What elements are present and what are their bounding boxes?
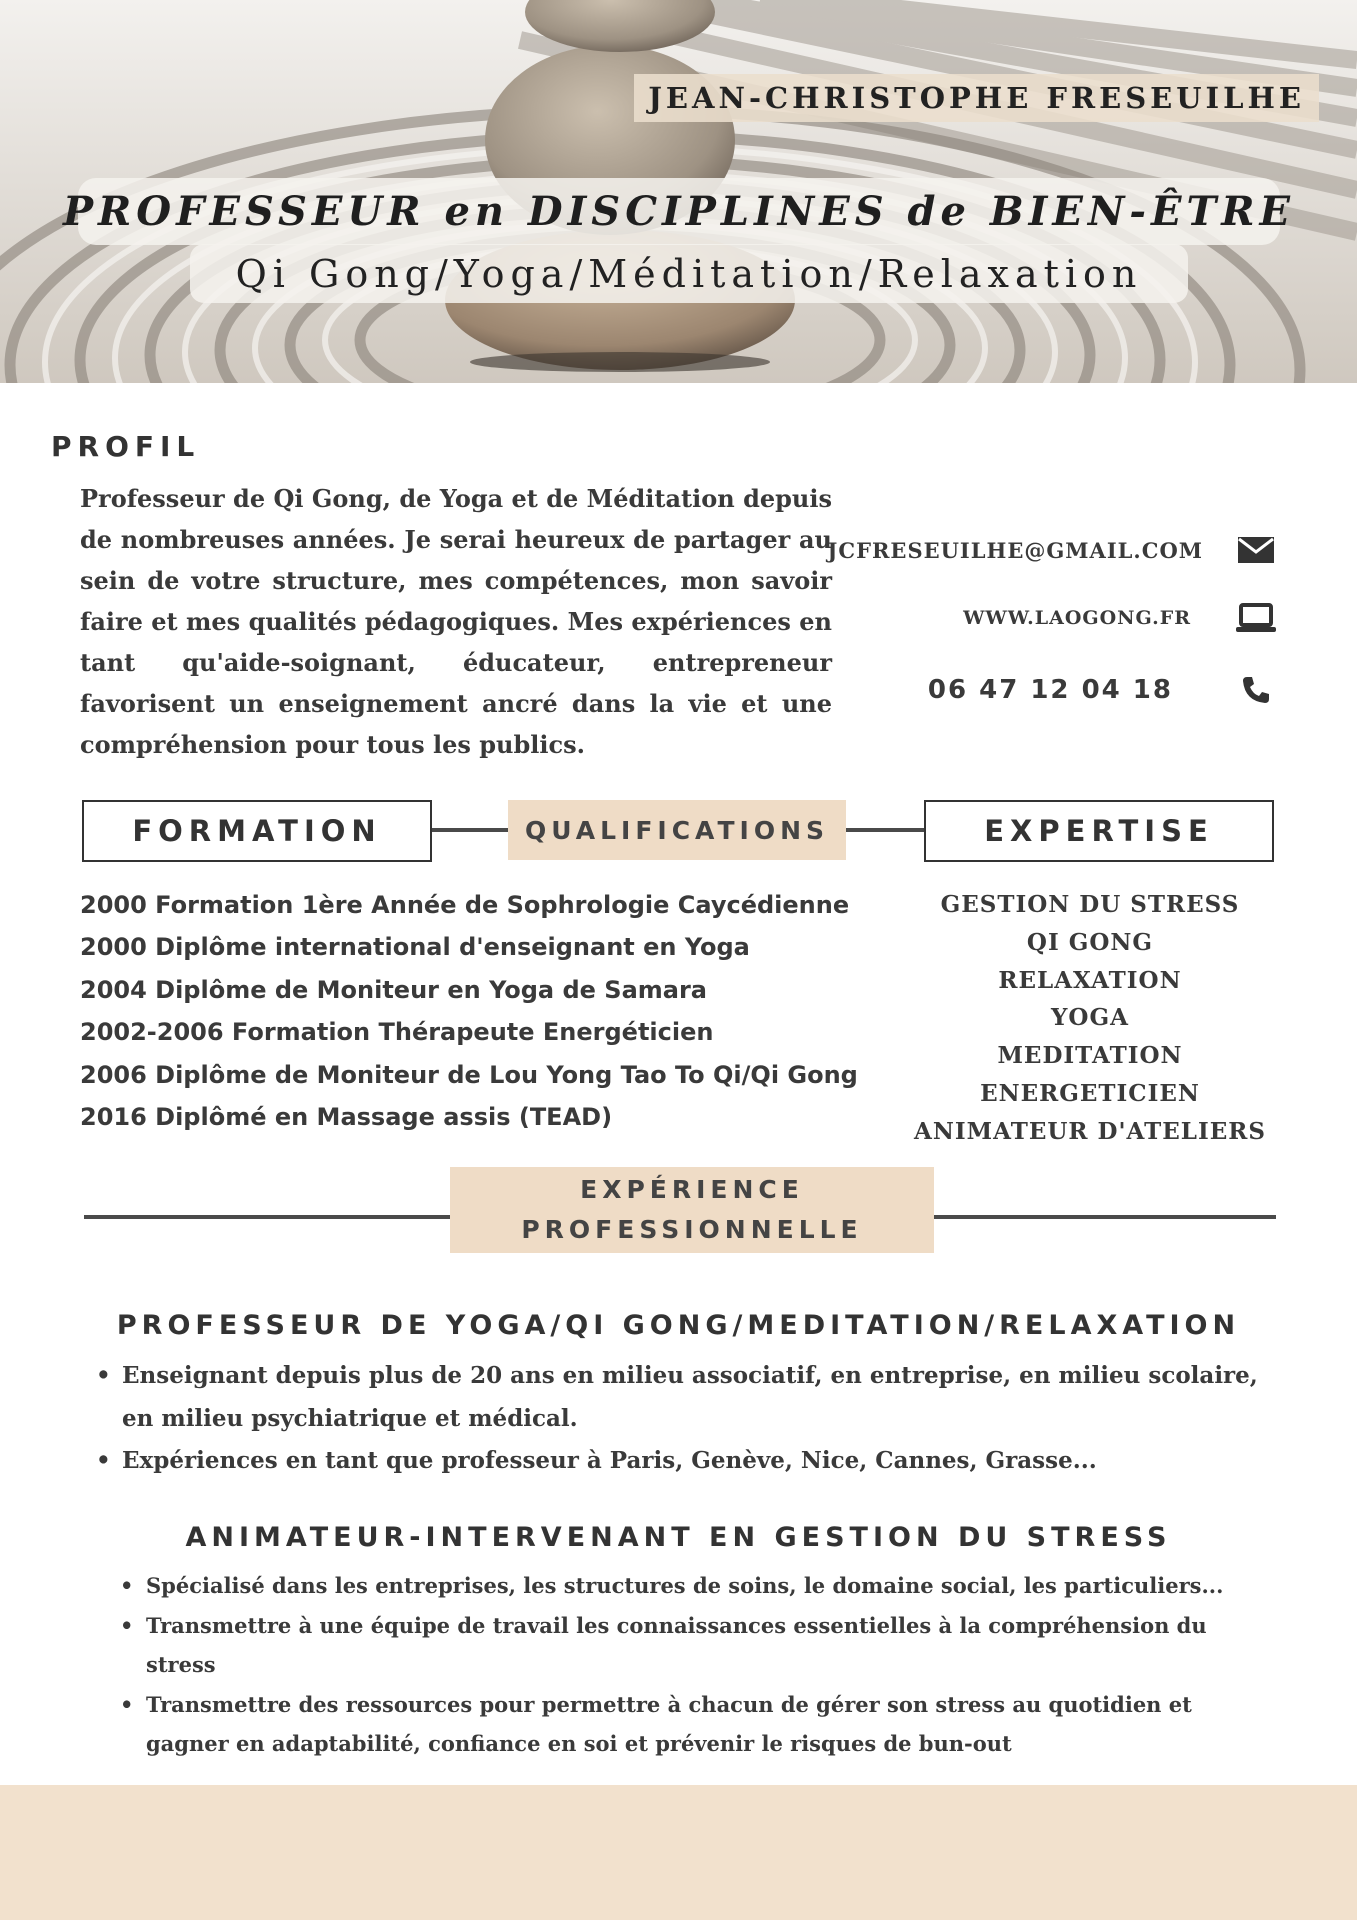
person-name: JEAN-CHRISTOPHE FRESEUILHE <box>648 81 1305 115</box>
phone-text[interactable]: 06 47 12 04 18 <box>927 675 1173 705</box>
experience-line-right <box>932 1215 1276 1219</box>
footer-band <box>0 1785 1357 1920</box>
experience-line-left <box>84 1215 454 1219</box>
qualifications-heading-box <box>508 800 846 860</box>
email-text[interactable]: JCFRESEUILHE@GMAIL.COM <box>827 537 1203 563</box>
laptop-icon <box>1235 602 1277 634</box>
job-title-box <box>62 178 1296 245</box>
name-badge <box>634 74 1319 122</box>
list-item: • Spécialisé dans les entreprises, les structures de soins, le domaine social, les particuliers... <box>116 1566 1266 1606</box>
formation-item: 2004 Diplôme de Moniteur en Yoga de Samara <box>80 975 707 1004</box>
contact-email[interactable] <box>827 534 1277 566</box>
formation-item: 2006 Diplôme de Moniteur de Lou Yong Tao To Qi/Qi Gong <box>80 1060 858 1089</box>
formation-heading-box <box>82 800 432 862</box>
formation-item: 2002-2006 Formation Thérapeute Energéticien <box>80 1018 714 1047</box>
disciplines-subtitle: Qi Gong/Yoga/Méditation/Relaxation <box>235 251 1143 296</box>
divider-line-left <box>432 828 512 832</box>
contact-website[interactable] <box>963 602 1277 634</box>
list-item: • Transmettre des ressources pour permettre à chacun de gérer son stress au quotidien et gagner en adaptabilité, confiance en soi et prévenir le risques de bun-out <box>116 1685 1266 1764</box>
experience-heading-line2: PROFESSIONNELLE <box>521 1215 863 1244</box>
disciplines-box <box>190 244 1188 303</box>
formation-heading: FORMATION <box>132 814 382 848</box>
phone-icon <box>1235 674 1277 706</box>
experience-heading-box <box>450 1167 934 1253</box>
expertise-item: GESTION DU STRESS <box>940 891 1240 918</box>
header-banner <box>0 0 1357 383</box>
formation-list <box>80 884 858 1138</box>
expertise-item: YOGA <box>1051 1004 1129 1032</box>
job-yoga-bullets <box>92 1355 1262 1483</box>
job-title-stress: ANIMATEUR-INTERVENANT EN GESTION DU STRESS <box>185 1522 1172 1553</box>
divider-line-right <box>845 828 925 832</box>
expertise-item: MEDITATION <box>997 1042 1183 1070</box>
list-item: • Expériences en tant que professeur à Paris, Genève, Nice, Cannes, Grasse... <box>92 1440 1262 1483</box>
job-title: PROFESSEUR en DISCIPLINES de BIEN-ÊTRE <box>62 188 1296 235</box>
expertise-item: QI GONG <box>1026 928 1154 956</box>
qualifications-heading: QUALIFICATIONS <box>524 815 830 845</box>
website-text[interactable]: WWW.LAOGONG.FR <box>963 607 1191 629</box>
formation-item: 2000 Diplôme international d'enseignant en Yoga <box>80 933 750 962</box>
expertise-item: ENERGETICIEN <box>980 1079 1200 1107</box>
profile-heading: PROFIL <box>51 430 201 463</box>
job-stress-bullets <box>116 1566 1266 1764</box>
expertise-item: ANIMATEUR D'ATELIERS <box>914 1117 1266 1145</box>
list-item: • Transmettre à une équipe de travail les connaissances essentielles à la compréhension du stress <box>116 1606 1266 1685</box>
expertise-heading: EXPERTISE <box>984 814 1214 848</box>
contact-phone[interactable] <box>928 674 1277 706</box>
profile-text: Professeur de Qi Gong, de Yoga et de Méditation depuis de nombreuses années. Je serai heureux de partager au sein de votre structure, mes compétences, mon savoir faire et mes qualités pédagogiques. Mes expériences en tant qu'aide-soignant, éducateur, entrepreneur favorisent un enseignement ancré dans la vie et une compréhension pour tous les publics. <box>80 484 832 759</box>
expertise-list <box>900 886 1280 1151</box>
list-item: • Enseignant depuis plus de 20 ans en milieu associatif, en entreprise, en milieu scolaire, en milieu psychiatrique et médical. <box>92 1355 1262 1440</box>
experience-heading-line1: EXPÉRIENCE <box>580 1175 804 1204</box>
job-title-yoga: PROFESSEUR DE YOGA/QI GONG/MEDITATION/RELAXATION <box>116 1310 1241 1341</box>
formation-item: 2000 Formation 1ère Année de Sophrologie Caycédienne <box>80 891 850 919</box>
expertise-heading-box <box>924 800 1274 862</box>
formation-item: 2016 Diplômé en Massage assis (TEAD) <box>80 1103 613 1132</box>
envelope-icon <box>1235 534 1277 566</box>
expertise-item: RELAXATION <box>998 966 1182 994</box>
